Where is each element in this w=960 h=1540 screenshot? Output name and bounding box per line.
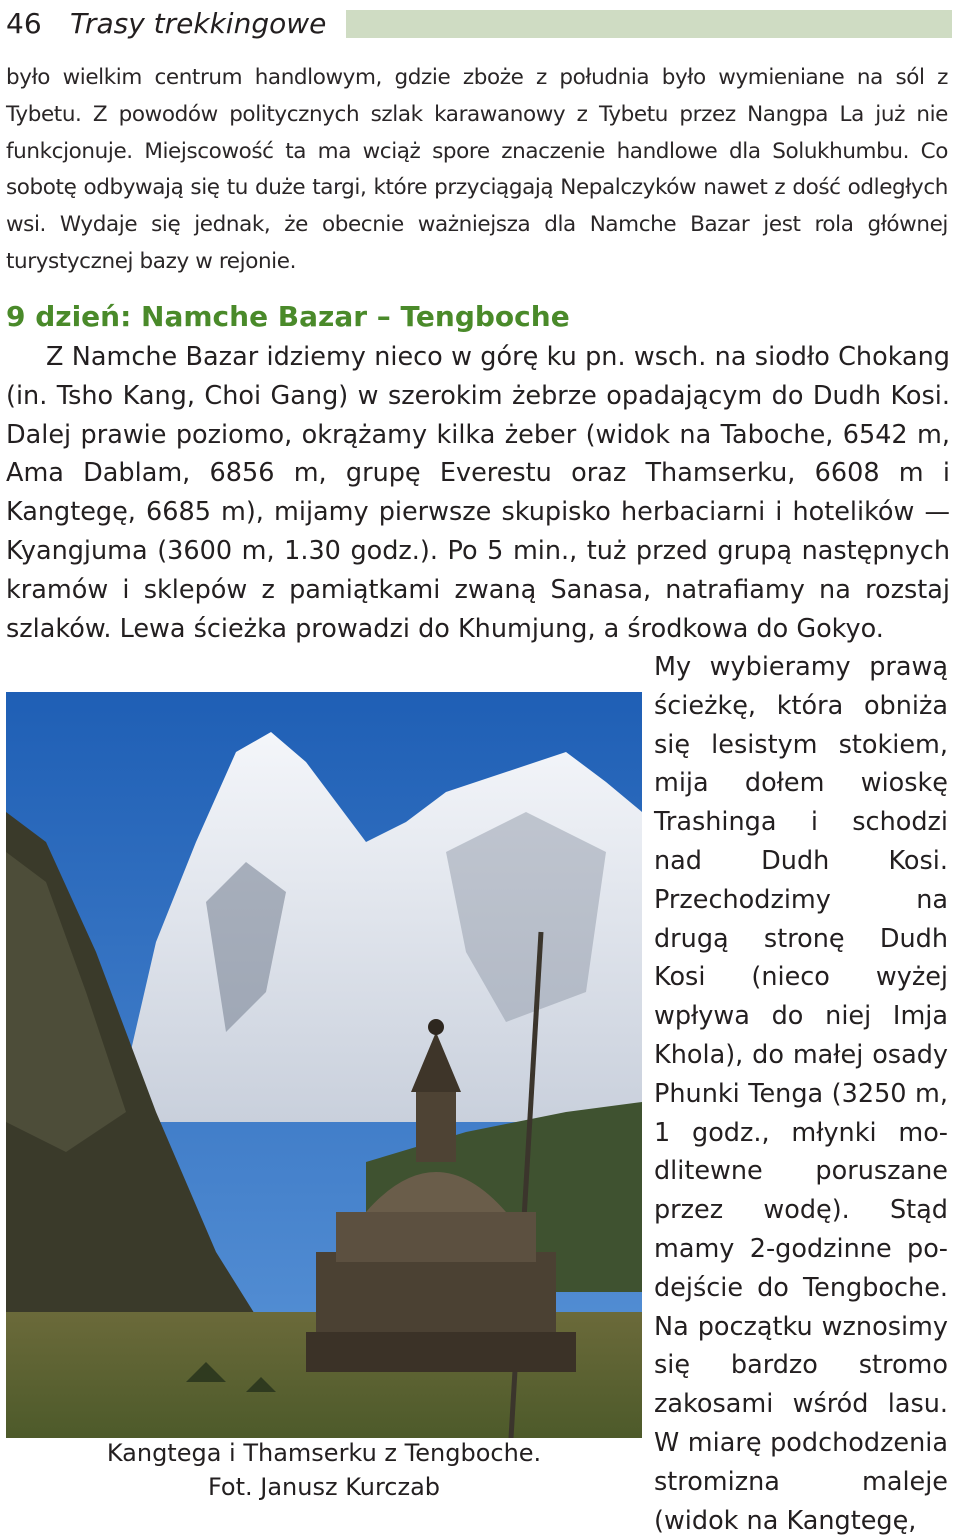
page-number: 46 [6, 7, 42, 40]
intro-paragraph [6, 60, 948, 281]
photo-illustration [6, 692, 642, 1438]
page-header [6, 6, 950, 42]
header-band [346, 10, 952, 38]
caption-title: Kangtega i Thamserku z Tengboche. [106, 1439, 542, 1467]
photo-caption [6, 1436, 642, 1504]
section-heading: 9 dzień: Namche Bazar – Tengboche [6, 300, 570, 333]
main-paragraph-text: Z Namche Bazar idziemy nieco w górę ku pn. wsch. na siodło Chokang (in. Tsho Kang, Choi Gang) w szerokim żebrze opadającym do Dudh Kosi. Dalej prawie poziomo, okrążamy kilka żeber (widok na Taboche, 6542 m, Ama Dablam, 6856 m, grupę Everestu oraz Thamserku, 6608 m i Kangtegę, 6685 m), mijamy pierwsze skupisko herbaciarni i hotelików — Kyangjuma (3600 m, 1.30 godz.). Po 5 min., tuż przed grupą następnych kramów i sklepów z pamiątkami zwaną Sanasa, natrafiamy na rozstaj szlaków. Lewa ścieżka prowadzi do Khumjung, a środkowa do Gokyo. [6, 342, 950, 644]
side-paragraph [654, 648, 948, 1540]
running-title: Trasy trekkingowe [70, 7, 327, 40]
main-paragraph [6, 338, 950, 648]
photo-kangtega-thamserku [6, 692, 642, 1438]
caption-credit: Fot. Janusz Kurczab [207, 1473, 441, 1501]
side-paragraph-text: My wybieramy prawą ścieżkę, która obniża się lesistym stokiem, mija dołem wioskę Trashinga i schodzi nad Dudh Kosi. Przechodzimy na drugą stronę Dudh Kosi (nieco wyżej wpływa do niej Imja Khola), do małej osady Phunki Tenga (3250 m, 1 godz., młynki modlitewne poruszane przez wodę). Stąd mamy 2-godzinne podejście do Tengboche. Na początku wznosimy się bardzo stromo zakosami wśród lasu. W miarę podchodzenia stromizna maleje (widok na Kangtegę, [654, 652, 948, 1536]
intro-text: było wielkim centrum handlowym, gdzie zboże z południa było wymieniane na sól z Tybetu. Z powodów politycznych szlak karawanowy z Tybetu przez Nangpa La już nie funkcjonuje. Miejscowość ta ma wciąż spore znaczenie handlowe dla Solukhumbu. Co sobotę odbywają się tu duże targi, które przyciągają Nepalczyków nawet z dość odległych wsi. Wydaje się jednak, że obecnie ważniejsza dla Namche Bazar jest rola głównej turystycznej bazy w rejonie. [6, 65, 948, 274]
